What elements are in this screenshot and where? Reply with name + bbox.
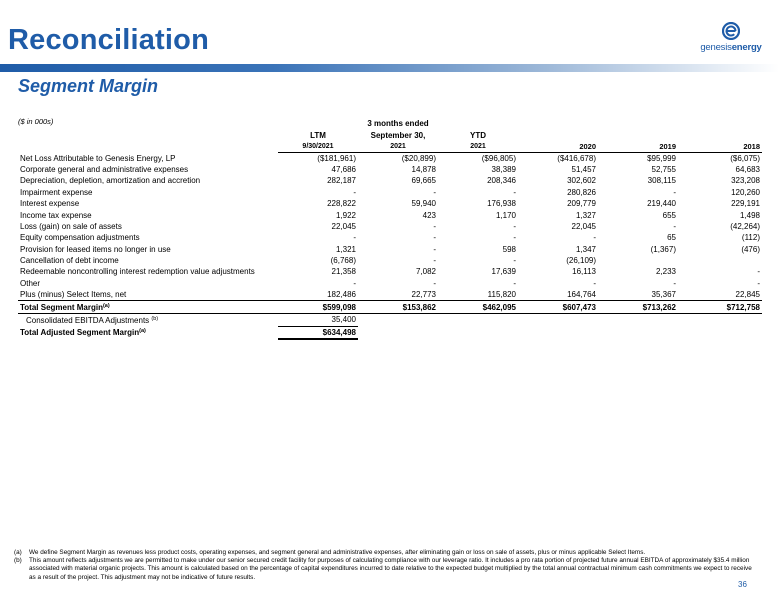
row-value: - [433, 244, 436, 254]
total-cell: $462,095 [438, 301, 518, 314]
header-ltm: LTM [310, 130, 326, 140]
row-value: 1,327 [575, 210, 596, 220]
row-value: 655 [662, 210, 676, 220]
header-quarter-year: 2021 [358, 141, 438, 153]
row-value: 164,764 [567, 290, 596, 300]
row-value: - [757, 267, 760, 277]
row-value [678, 255, 762, 266]
row-value: 22,045 [331, 221, 356, 231]
table-row [18, 221, 762, 232]
logo-text-regular: genesis [700, 42, 732, 53]
row-value: 1,170 [495, 210, 516, 220]
row-value: (26,109) [566, 256, 596, 266]
row-value: - [353, 187, 356, 197]
row-value: ($96,805) [481, 153, 516, 163]
header-row-2 [18, 129, 762, 140]
row-value: - [513, 233, 516, 243]
row-value: 64,683 [735, 164, 760, 174]
consolidated-footnote-ref: (b) [151, 316, 159, 323]
row-value: 280,826 [567, 187, 596, 197]
logo-wordmark [688, 42, 774, 53]
consolidated-ebitda-row [18, 314, 762, 327]
row-value: ($181,961) [317, 153, 356, 163]
header-year-2020: 2020 [518, 141, 598, 153]
row-value: ($20,899) [401, 153, 436, 163]
table-row [18, 255, 762, 266]
row-value: - [513, 187, 516, 197]
total-cell: $713,262 [598, 301, 678, 314]
row-value: (112) [741, 233, 760, 243]
row-value: 52,755 [651, 164, 676, 174]
total-cell: $607,473 [518, 301, 598, 314]
header-ytd: YTD [470, 130, 486, 140]
row-value: - [353, 278, 356, 288]
row-value: - [593, 278, 596, 288]
total-adjusted-segment-margin-row [18, 326, 762, 339]
row-label: Impairment expense [20, 187, 93, 197]
consolidated-ebitda-label [18, 314, 278, 327]
row-value: 120,260 [731, 187, 760, 197]
table-row [18, 289, 762, 301]
reconciliation-table [18, 118, 762, 340]
total-cell: $599,098 [278, 301, 358, 314]
row-value: - [513, 256, 516, 266]
row-label: Provision for leased items no longer in use [20, 244, 171, 254]
row-value: 423 [422, 210, 436, 220]
table-row [18, 232, 762, 243]
row-value [598, 255, 678, 266]
footnote-text: We define Segment Margin as revenues less product costs, operating expenses, and segment general and administrative expenses, after eliminating gain or loss on sale of assets, plus or minus applicable Select Items. [29, 549, 646, 556]
row-value: - [433, 233, 436, 243]
footnote-mark: (a) [14, 549, 22, 556]
total-cell: $153,862 [358, 301, 438, 314]
row-label: Depreciation, depletion, amortization and accretion [20, 176, 201, 186]
row-label: Cancellation of debt income [20, 256, 119, 266]
row-value: - [433, 278, 436, 288]
total-label-text: Total Segment Margin [20, 303, 103, 313]
row-value: 219,440 [647, 199, 676, 209]
section-subtitle: Segment Margin [18, 76, 159, 96]
header-row-3 [18, 141, 762, 153]
total-adjusted-label [18, 326, 278, 339]
genesis-logo-icon [722, 22, 740, 40]
row-value: 69,665 [411, 176, 436, 186]
row-value: 182,486 [327, 290, 356, 300]
row-label: Other [20, 278, 41, 288]
row-value: 51,457 [571, 164, 596, 174]
total-segment-margin-label [18, 301, 278, 314]
row-value: (42,264) [730, 221, 760, 231]
row-value: 47,686 [331, 164, 356, 174]
footnote-mark: (b) [14, 557, 22, 565]
title-rule [0, 64, 779, 72]
header-year-2019: 2019 [598, 141, 678, 153]
header-row-1 [18, 118, 762, 129]
row-label: Redeemable noncontrolling interest redemption value adjustments [20, 267, 255, 277]
row-value: 2,233 [655, 267, 676, 277]
total-adjusted-value: $634,498 [278, 326, 358, 339]
row-value: 14,878 [411, 164, 436, 174]
row-value: - [433, 221, 436, 231]
row-value: ($6,075) [730, 153, 760, 163]
row-label: Corporate general and administrative expenses [20, 164, 189, 174]
row-value: (1,367) [650, 244, 676, 254]
table-row [18, 209, 762, 220]
row-value: - [673, 278, 676, 288]
logo-text-bold: energy [731, 42, 762, 53]
row-value: 308,115 [647, 176, 676, 186]
page-number: 36 [738, 580, 747, 589]
table-row [18, 198, 762, 209]
header-ytd-year: 2021 [438, 141, 518, 153]
row-label: Net Loss Attributable to Genesis Energy, LP [20, 153, 176, 163]
row-value: 1,347 [575, 244, 596, 254]
row-value: - [513, 221, 516, 231]
row-value: 59,940 [411, 199, 436, 209]
row-value: - [433, 256, 436, 266]
row-label: Interest expense [20, 199, 80, 209]
row-label: Income tax expense [20, 210, 92, 220]
row-value: 38,389 [491, 164, 516, 174]
total-footnote-ref: (a) [102, 303, 110, 310]
row-value: 65 [667, 233, 676, 243]
row-value: 229,191 [731, 199, 760, 209]
genesis-energy-logo [688, 22, 774, 56]
row-value: 228,822 [327, 199, 356, 209]
row-value: 22,773 [411, 290, 436, 300]
row-value: - [513, 278, 516, 288]
row-value: 17,639 [491, 267, 516, 277]
row-value: 598 [502, 244, 516, 254]
row-value: $95,999 [647, 153, 676, 163]
footnote-a [14, 549, 754, 557]
row-label: Loss (gain) on sale of assets [20, 221, 122, 231]
row-value: 302,602 [567, 176, 596, 186]
row-value: (476) [741, 244, 760, 254]
table-row [18, 164, 762, 175]
units-note: ($ in 000s) [18, 117, 54, 126]
final-footnote-ref: (a) [139, 328, 146, 335]
final-label-text: Total Adjusted Segment Margin [20, 328, 140, 338]
footnote-b [14, 557, 754, 582]
table-row [18, 175, 762, 186]
row-value: 16,113 [572, 267, 596, 277]
row-value: 1,498 [739, 210, 760, 220]
row-value: 22,845 [735, 290, 760, 300]
header-three-months-line2: September 30, [370, 130, 426, 140]
table-row [18, 244, 762, 255]
row-value: - [673, 221, 676, 231]
row-value: - [593, 233, 596, 243]
row-value: ($416,678) [557, 153, 596, 163]
row-label: Equity compensation adjustments [20, 233, 140, 243]
row-value: - [673, 187, 676, 197]
row-value: - [433, 187, 436, 197]
table-row [18, 152, 762, 164]
row-value: 115,820 [487, 290, 516, 300]
footnote-text: This amount reflects adjustments we are permitted to make under our senior secured credit facility for purposes of calculating compliance with our leverage ratio. It includes a pro rata portion of projected future annual EBITDA of approximately $35.4 million associated with material organic projects. This amount is calculated based on the percentage of capital expenditures incurred to date relative to the expected budget multiplied by the total annual contractual minimum cash commitments we expect to receive as a result of the project. This adjustment may not be indicative of future results. [29, 557, 752, 581]
row-value: 21,358 [331, 267, 356, 277]
header-year-2018: 2018 [678, 141, 762, 153]
row-value: 176,938 [487, 199, 516, 209]
table-row [18, 187, 762, 198]
row-value: (6,768) [330, 256, 356, 266]
row-label: Plus (minus) Select Items, net [20, 290, 127, 300]
row-value: 7,082 [415, 267, 436, 277]
consolidated-label-text: Consolidated EBITDA Adjustments [26, 316, 150, 326]
row-value: 22,045 [571, 221, 596, 231]
row-value: 282,187 [327, 176, 356, 186]
header-three-months-line1: 3 months ended [367, 119, 429, 129]
row-value: 208,346 [487, 176, 516, 186]
header-ltm-date: 9/30/2021 [278, 141, 358, 153]
table-row [18, 278, 762, 289]
row-value: 323,208 [731, 176, 760, 186]
page-title: Reconciliation [8, 24, 209, 56]
footnotes [14, 549, 754, 582]
row-value: 209,779 [567, 199, 596, 209]
data-rows [18, 152, 762, 300]
row-value: - [353, 233, 356, 243]
row-value: 1,321 [335, 244, 356, 254]
total-cell: $712,758 [678, 301, 762, 314]
consolidated-ebitda-value: 35,400 [278, 314, 358, 327]
row-value: 1,922 [335, 210, 356, 220]
total-segment-margin-row [18, 301, 762, 314]
table-row [18, 266, 762, 277]
row-value: 35,367 [651, 290, 676, 300]
row-value: - [757, 278, 760, 288]
